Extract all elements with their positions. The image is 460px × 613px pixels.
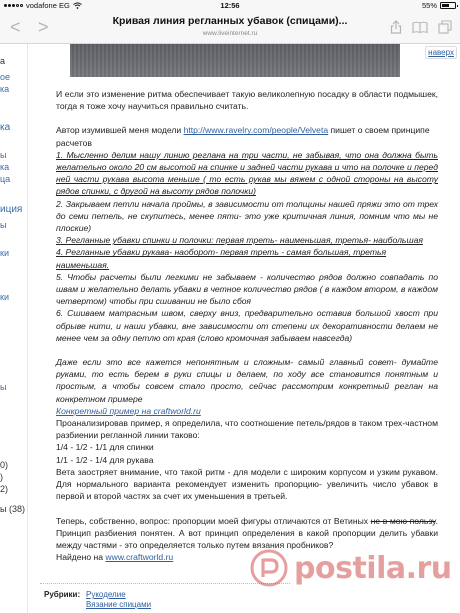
rule-2: 2. Закрываем петли начала проймы, в зависимости от толщины нашей пряжи это от трех до семи петель, не скупитесь, менее пяти- это уже критичная линия, помним что мы не плоские): [56, 198, 438, 234]
rule-5: 5. Чтобы расчеты были легкими не забываем - количество рядов должно совпадать по швам и желательно делать убавки в четное количество рядов ( в каждом втором, в каждом четвертом) чтобы при сшивании не было сбоя: [56, 271, 438, 307]
carrier-name: vodafone EG: [26, 1, 70, 10]
author-prefix: Автор изумившей меня модели: [56, 125, 184, 136]
rule-6: 6. Сшиваем матрасным швом, сверху вниз, предварительно оставив большой хвост при обрыве нити, и наши убавки, вне зависимости от степени их декоративности делаем не менее чем за одну петлю от края (слово кромочная забываем навсегда): [56, 308, 438, 343]
craftworld-example-link[interactable]: Конкретный пример на craftworld.ru: [56, 405, 201, 416]
sidebar: [0, 44, 28, 613]
craftworld-example-paragraph: [56, 405, 438, 417]
watermark-text: postila.ru: [294, 550, 452, 586]
ravelry-link[interactable]: http://www.ravelry.com/people/Velveta: [183, 125, 329, 136]
paragraph-attention: Вета заостряет внимание, что такой ритм - для модели с широким корпусом и узким рукавом. Для нормального варианта рекомендует изменить пропорцию- увеличить число убавок в первой и второй частях за счет их уменьшения в третьей.: [56, 466, 438, 502]
clock: 12:56: [220, 1, 240, 10]
back-button[interactable]: <: [10, 17, 21, 37]
battery-percent: 55%: [421, 1, 437, 10]
battery-group: [422, 1, 456, 10]
sidebar-link[interactable]: ка: [0, 122, 11, 133]
strikethrough-text: не в мою пользу: [370, 515, 436, 526]
article-body: [56, 88, 438, 563]
ratio-back: 1/4 - 1/2 - 1/1 для спинки: [56, 442, 154, 453]
rule-1: 1. Мысленно делим нашу линию реглана на три части, не забывая, что она должна быть желательно около 20 см высотой на спинке и задней части рукава и что на полочке и перед ней части рукава высота меньше ( то есть рукав мы вяжем с одной стороны на высоту рядов спинки, с другой на высоту рядов полочки): [56, 149, 438, 197]
sidebar-link[interactable]: ца: [0, 174, 11, 184]
knitting-photo: [70, 44, 400, 77]
sidebar-fragment: ы (38): [0, 504, 25, 514]
sidebar-link[interactable]: ки: [0, 292, 9, 302]
status-bar: [0, 0, 460, 10]
rule-3: 3. Регланные убавки спинки и полочки: первая треть- наименьшая, третья- наибольшая: [56, 235, 423, 246]
paragraph-analysis: Проанализировав пример, я определила, что соотношение петель/рядов в таком трех-частном разбиении регланной линии таково:: [56, 418, 438, 441]
rule-4: 4. Регланные убавки рукава- наоборот- первая треть - самая большая, третья наименьшая.: [56, 247, 387, 270]
postila-logo-icon: [250, 549, 288, 587]
source-paragraph: Найдено на www.craftworld.ru: [56, 552, 174, 563]
share-icon[interactable]: [390, 20, 402, 34]
craftworld-source-link[interactable]: www.craftworld.ru: [105, 552, 174, 563]
bookmarks-icon[interactable]: [412, 21, 428, 33]
sidebar-link[interactable]: ка: [0, 162, 10, 172]
sidebar-fragment: ): [0, 472, 3, 482]
back-to-top-link[interactable]: наверх: [425, 46, 457, 59]
paragraph-advice: Даже если это все кажется непонятным и сложным- самый главный совет- думайте руками, то есть берем в руки спицы и делаем, по ходу все становится понятным и простым, а чтобы совсем стало просто, сейчас рассмотрим конкретный реглан на конкретном примере: [56, 357, 438, 404]
sidebar-link[interactable]: ы: [0, 220, 7, 230]
postila-watermark: [250, 532, 460, 604]
author-paragraph: [56, 124, 438, 148]
tabs-icon[interactable]: [438, 20, 452, 34]
rubrics-label: Рубрики:: [44, 590, 81, 599]
rubric-link[interactable]: Рукоделие: [86, 590, 126, 599]
paragraph-question: Теперь, собственно, вопрос: пропорции моей фигуры отличаются от Ветиных не в мою пользу. Принцип разбиения понятен. А вот принцип определения в какой пропорции делить убавки между частями - это определяется только путем вязания пробников?: [56, 515, 438, 550]
author-suffix: пишет о своем принципе расчетов: [56, 125, 430, 148]
page-title[interactable]: Кривая линия регланных убавок (спицами)...: [112, 15, 348, 27]
sidebar-fragment: 0): [0, 460, 9, 470]
sidebar-link[interactable]: ы: [0, 382, 7, 392]
sidebar-link[interactable]: иция: [0, 204, 23, 215]
sidebar-link[interactable]: ки: [0, 248, 9, 258]
sidebar-fragment: а: [0, 56, 6, 66]
browser-toolbar: [0, 10, 460, 44]
rubric-link[interactable]: Вязание спицами: [86, 600, 152, 609]
sidebar-link[interactable]: ое: [0, 72, 11, 82]
sidebar-link[interactable]: ка: [0, 84, 10, 94]
forward-button[interactable]: >: [38, 17, 49, 37]
paragraph-intro: И если это изменение ритма обеспечивает такую великолепную посадку в области подмышек, тогда я тоже хочу научиться правильно считать.: [56, 89, 438, 112]
page-url[interactable]: www.liveinternet.ru: [202, 30, 258, 37]
ratio-sleeve: 1/1 - 1/2 - 1/4 для рукава: [56, 454, 154, 465]
sidebar-link[interactable]: ы: [0, 150, 7, 160]
sidebar-fragment: 2): [0, 484, 9, 494]
battery-icon: [440, 2, 456, 9]
